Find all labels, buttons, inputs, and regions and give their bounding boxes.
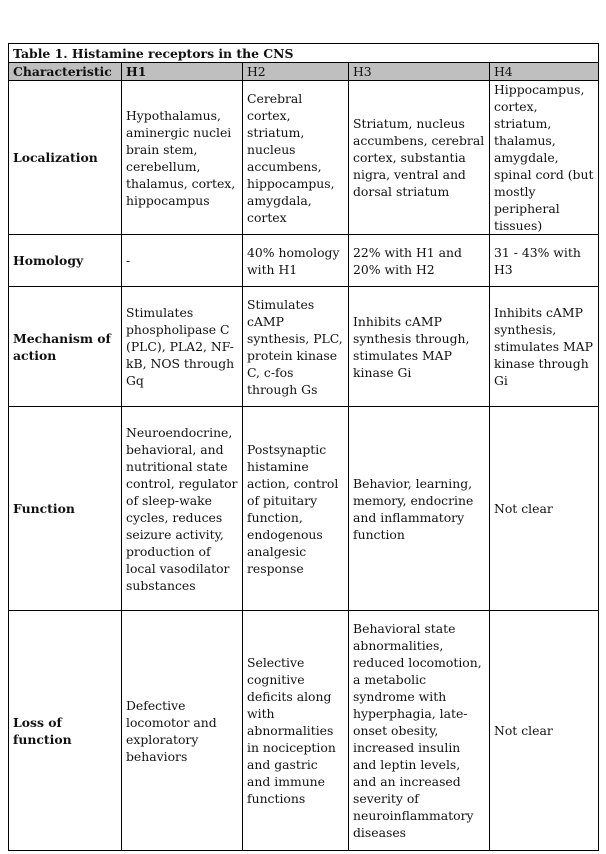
header-h1: H1 [122,63,243,81]
row-label: Mechanism of action [9,287,122,407]
table-cell: Inhibits cAMP synthesis, stimulates MAP kinase through Gi [490,287,599,407]
header-h4: H4 [490,63,599,81]
table-cell: 22% with H1 and 20% with H2 [349,235,490,287]
table-cell: 31 - 43% with H3 [490,235,599,287]
table-cell: Defective locomotor and exploratory behaviors [122,611,243,851]
table-cell: Postsynaptic histamine action, control of pituitary function, endogenous analgesic response [243,407,349,611]
table-cell: Not clear [490,611,599,851]
table-cell: Selective cognitive deficits along with abnormalities in nociception and gastric and immune functions [243,611,349,851]
table-cell: Behavioral state abnormalities, reduced locomotion, a metabolic syndrome with hyperphagia, late-onset obesity, increased insulin and leptin levels, and an increased severity of neuroinflammatory diseases [349,611,490,851]
table-cell: 40% homology with H1 [243,235,349,287]
table-cell: Behavior, learning, memory, endocrine and inflammatory function [349,407,490,611]
table-cell: Hypothalamus, aminergic nuclei brain stem, cerebellum, thalamus, cortex, hippocampus [122,81,243,235]
table-cell: Stimulates phospholipase C (PLC), PLA2, NF-kB, NOS through Gq [122,287,243,407]
table-cell: Striatum, nucleus accumbens, cerebral cortex, substantia nigra, ventral and dorsal striatum [349,81,490,235]
table-cell: - [122,235,243,287]
header-characteristic: Characteristic [9,63,122,81]
row-label: Loss of function [9,611,122,851]
table-row-homology [9,235,599,287]
row-label: Localization [9,81,122,235]
table-caption: Table 1. Histamine receptors in the CNS [9,44,599,63]
table-cell: Stimulates cAMP synthesis, PLC, protein kinase C, c-fos through Gs [243,287,349,407]
table-row-localization [9,81,599,235]
header-h2: H2 [243,63,349,81]
table-row-loss-of-function [9,611,599,851]
table-header-row [9,63,599,81]
table-cell: Not clear [490,407,599,611]
row-label: Homology [9,235,122,287]
table-cell: Hippocampus, cortex, striatum, thalamus, amygdale, spinal cord (but mostly peripheral tissues) [490,81,599,235]
table-caption-row [9,44,599,63]
histamine-receptors-table [8,43,599,851]
header-h3: H3 [349,63,490,81]
table-row-mechanism [9,287,599,407]
document-page [8,43,598,851]
table-cell: Neuroendocrine, behavioral, and nutritional state control, regulator of sleep-wake cycles, reduces seizure activity, production of local vasodilator substances [122,407,243,611]
table-cell: Cerebral cortex, striatum, nucleus accumbens, hippocampus, amygdala, cortex [243,81,349,235]
row-label: Function [9,407,122,611]
table-cell: Inhibits cAMP synthesis through, stimulates MAP kinase Gi [349,287,490,407]
table-row-function [9,407,599,611]
